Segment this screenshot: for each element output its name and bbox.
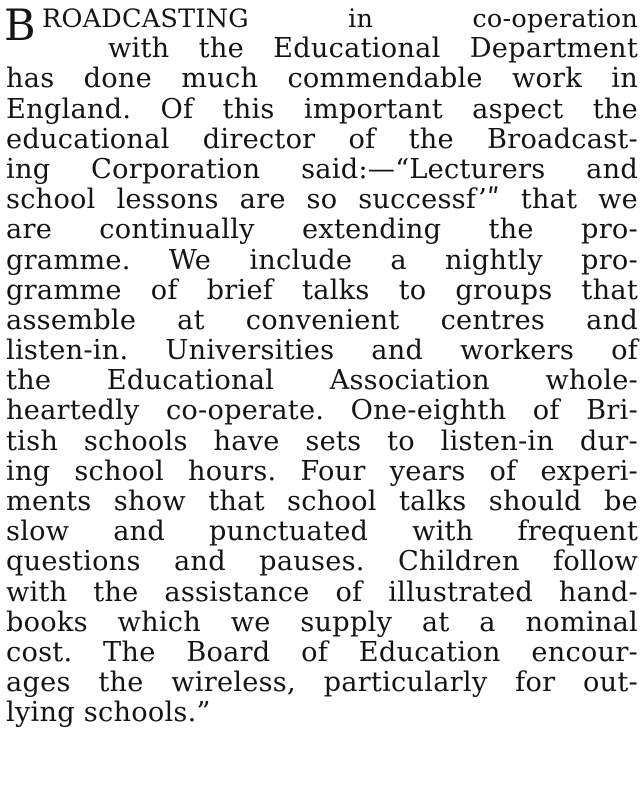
article-line: with the assistance of illustrated hand- xyxy=(6,576,638,608)
article-line: slow and punctuated with frequent xyxy=(6,516,638,548)
article-line: school lessons are so successf’ʺ that we xyxy=(6,184,638,216)
article-line: ing Corporation said:—“Lecturers and xyxy=(6,153,638,185)
article-line: ing school hours. Four years of experi- xyxy=(6,455,638,487)
article-line: questions and pauses. Children follow xyxy=(6,546,638,578)
news-article xyxy=(4,1,638,729)
article-line: ments show that school talks should be xyxy=(6,486,638,517)
article-line: educational director of the Broadcast- xyxy=(6,123,638,155)
article-line: England. Of this important aspect the xyxy=(6,93,638,125)
article-line: ages the wireless, particularly for out- xyxy=(6,667,638,699)
article-line: are continually extending the pro- xyxy=(6,214,638,246)
first-line-text: ROADCASTING in co-operation xyxy=(42,4,638,34)
article-line: with the Educational Department xyxy=(108,33,638,65)
article-line: listen-in. Universities and workers of xyxy=(6,335,638,367)
article-line: has done much commendable work in xyxy=(6,63,638,95)
article-line: heartedly co-operate. One-eighth of Bri- xyxy=(6,395,638,427)
article-line: the Educational Association whole- xyxy=(6,365,638,397)
article-line: lying schools.” xyxy=(6,697,211,729)
article-line: gramme. We include a nightly pro- xyxy=(6,244,638,276)
article-line: cost. The Board of Education encour- xyxy=(6,636,638,668)
article-line: tish schools have sets to listen-in dur- xyxy=(6,425,638,457)
article-line: books which we supply at a nominal xyxy=(6,606,638,638)
article-line: gramme of brief talks to groups that xyxy=(6,274,638,306)
article-line: assemble at convenient centres and xyxy=(6,304,638,336)
drop-cap-letter: B xyxy=(4,1,36,51)
